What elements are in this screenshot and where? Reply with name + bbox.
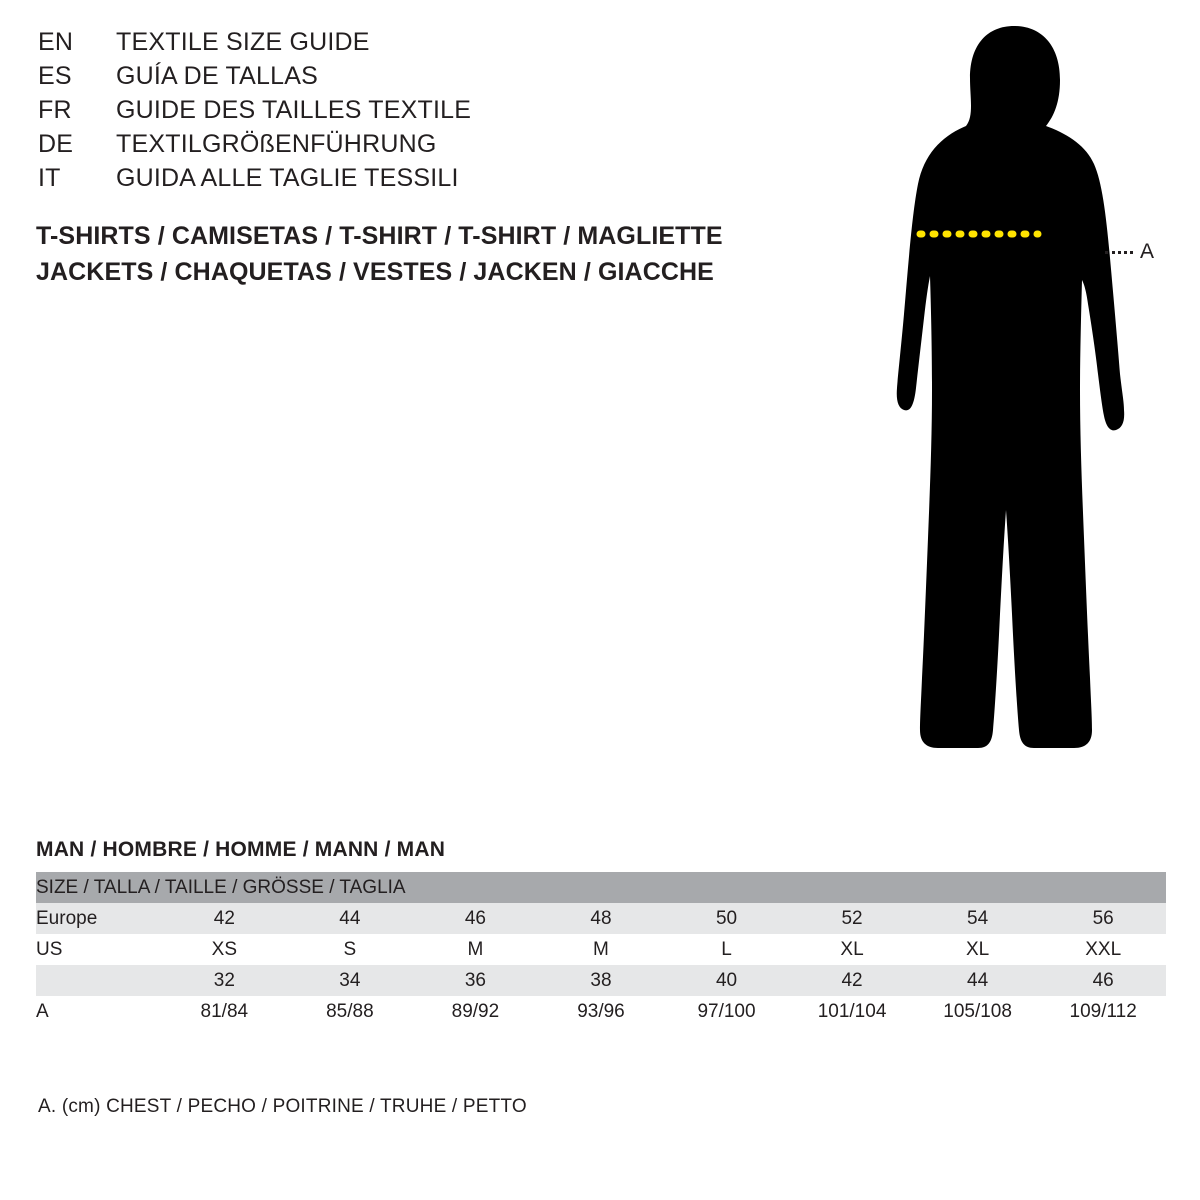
cell: 40	[664, 965, 790, 996]
row-label	[36, 965, 162, 996]
language-title: GUÍA DE TALLAS	[116, 62, 318, 90]
cell: 52	[789, 903, 915, 934]
cell: 50	[664, 903, 790, 934]
cell: 46	[1040, 965, 1166, 996]
measure-leader-line	[1105, 251, 1133, 254]
language-code: IT	[38, 164, 61, 192]
language-row	[38, 96, 798, 130]
cell: 97/100	[664, 996, 790, 1027]
table-row	[36, 903, 1166, 934]
cell: 105/108	[915, 996, 1041, 1027]
cell: M	[413, 934, 539, 965]
cell: M	[538, 934, 664, 965]
cell: XL	[789, 934, 915, 965]
row-label: A	[36, 996, 162, 1027]
table-header-label: SIZE / TALLA / TAILLE / GRÖSSE / TAGLIA	[36, 872, 1166, 903]
cell: XXL	[1040, 934, 1166, 965]
language-row	[38, 164, 798, 198]
size-table	[36, 872, 1166, 1027]
cell: 93/96	[538, 996, 664, 1027]
cell: 48	[538, 903, 664, 934]
category-jackets: JACKETS / CHAQUETAS / VESTES / JACKEN / GIACCHE	[36, 258, 714, 286]
cell: XS	[162, 934, 288, 965]
body-silhouette-figure	[820, 18, 1180, 788]
footnote: A. (cm) CHEST / PECHO / POITRINE / TRUHE / PETTO	[38, 1096, 527, 1117]
cell: 46	[413, 903, 539, 934]
language-row	[38, 28, 798, 62]
language-title: GUIDA ALLE TAGLIE TESSILI	[116, 164, 459, 192]
language-title: TEXTILE SIZE GUIDE	[116, 28, 370, 56]
language-title: TEXTILGRÖßENFÜHRUNG	[116, 130, 437, 158]
row-label: Europe	[36, 903, 162, 934]
cell: S	[287, 934, 413, 965]
cell: 42	[789, 965, 915, 996]
gender-title: MAN / HOMBRE / HOMME / MANN / MAN	[36, 838, 446, 861]
cell: 44	[287, 903, 413, 934]
language-title: GUIDE DES TAILLES TEXTILE	[116, 96, 472, 124]
cell: 44	[915, 965, 1041, 996]
cell: 109/112	[1040, 996, 1166, 1027]
cell: 36	[413, 965, 539, 996]
cell: 34	[287, 965, 413, 996]
cell: 32	[162, 965, 288, 996]
language-code: EN	[38, 28, 74, 56]
cell: XL	[915, 934, 1041, 965]
size-table-section	[36, 838, 1166, 1027]
cell: 85/88	[287, 996, 413, 1027]
table-header-row	[36, 872, 1166, 903]
table-row	[36, 934, 1166, 965]
language-row	[38, 130, 798, 164]
silhouette-icon	[820, 18, 1180, 788]
language-code: ES	[38, 62, 72, 90]
language-code: DE	[38, 130, 74, 158]
language-row	[38, 62, 798, 96]
row-label: US	[36, 934, 162, 965]
category-tshirts: T-SHIRTS / CAMISETAS / T-SHIRT / T-SHIRT / MAGLIETTE	[36, 222, 723, 250]
cell: 38	[538, 965, 664, 996]
cell: 101/104	[789, 996, 915, 1027]
cell: 54	[915, 903, 1041, 934]
category-list	[36, 218, 836, 290]
cell: 42	[162, 903, 288, 934]
cell: L	[664, 934, 790, 965]
measure-label-a: A	[1140, 240, 1155, 263]
table-row	[36, 996, 1166, 1027]
cell: 81/84	[162, 996, 288, 1027]
language-code: FR	[38, 96, 72, 124]
cell: 56	[1040, 903, 1166, 934]
table-row	[36, 965, 1166, 996]
language-list	[38, 28, 798, 198]
cell: 89/92	[413, 996, 539, 1027]
